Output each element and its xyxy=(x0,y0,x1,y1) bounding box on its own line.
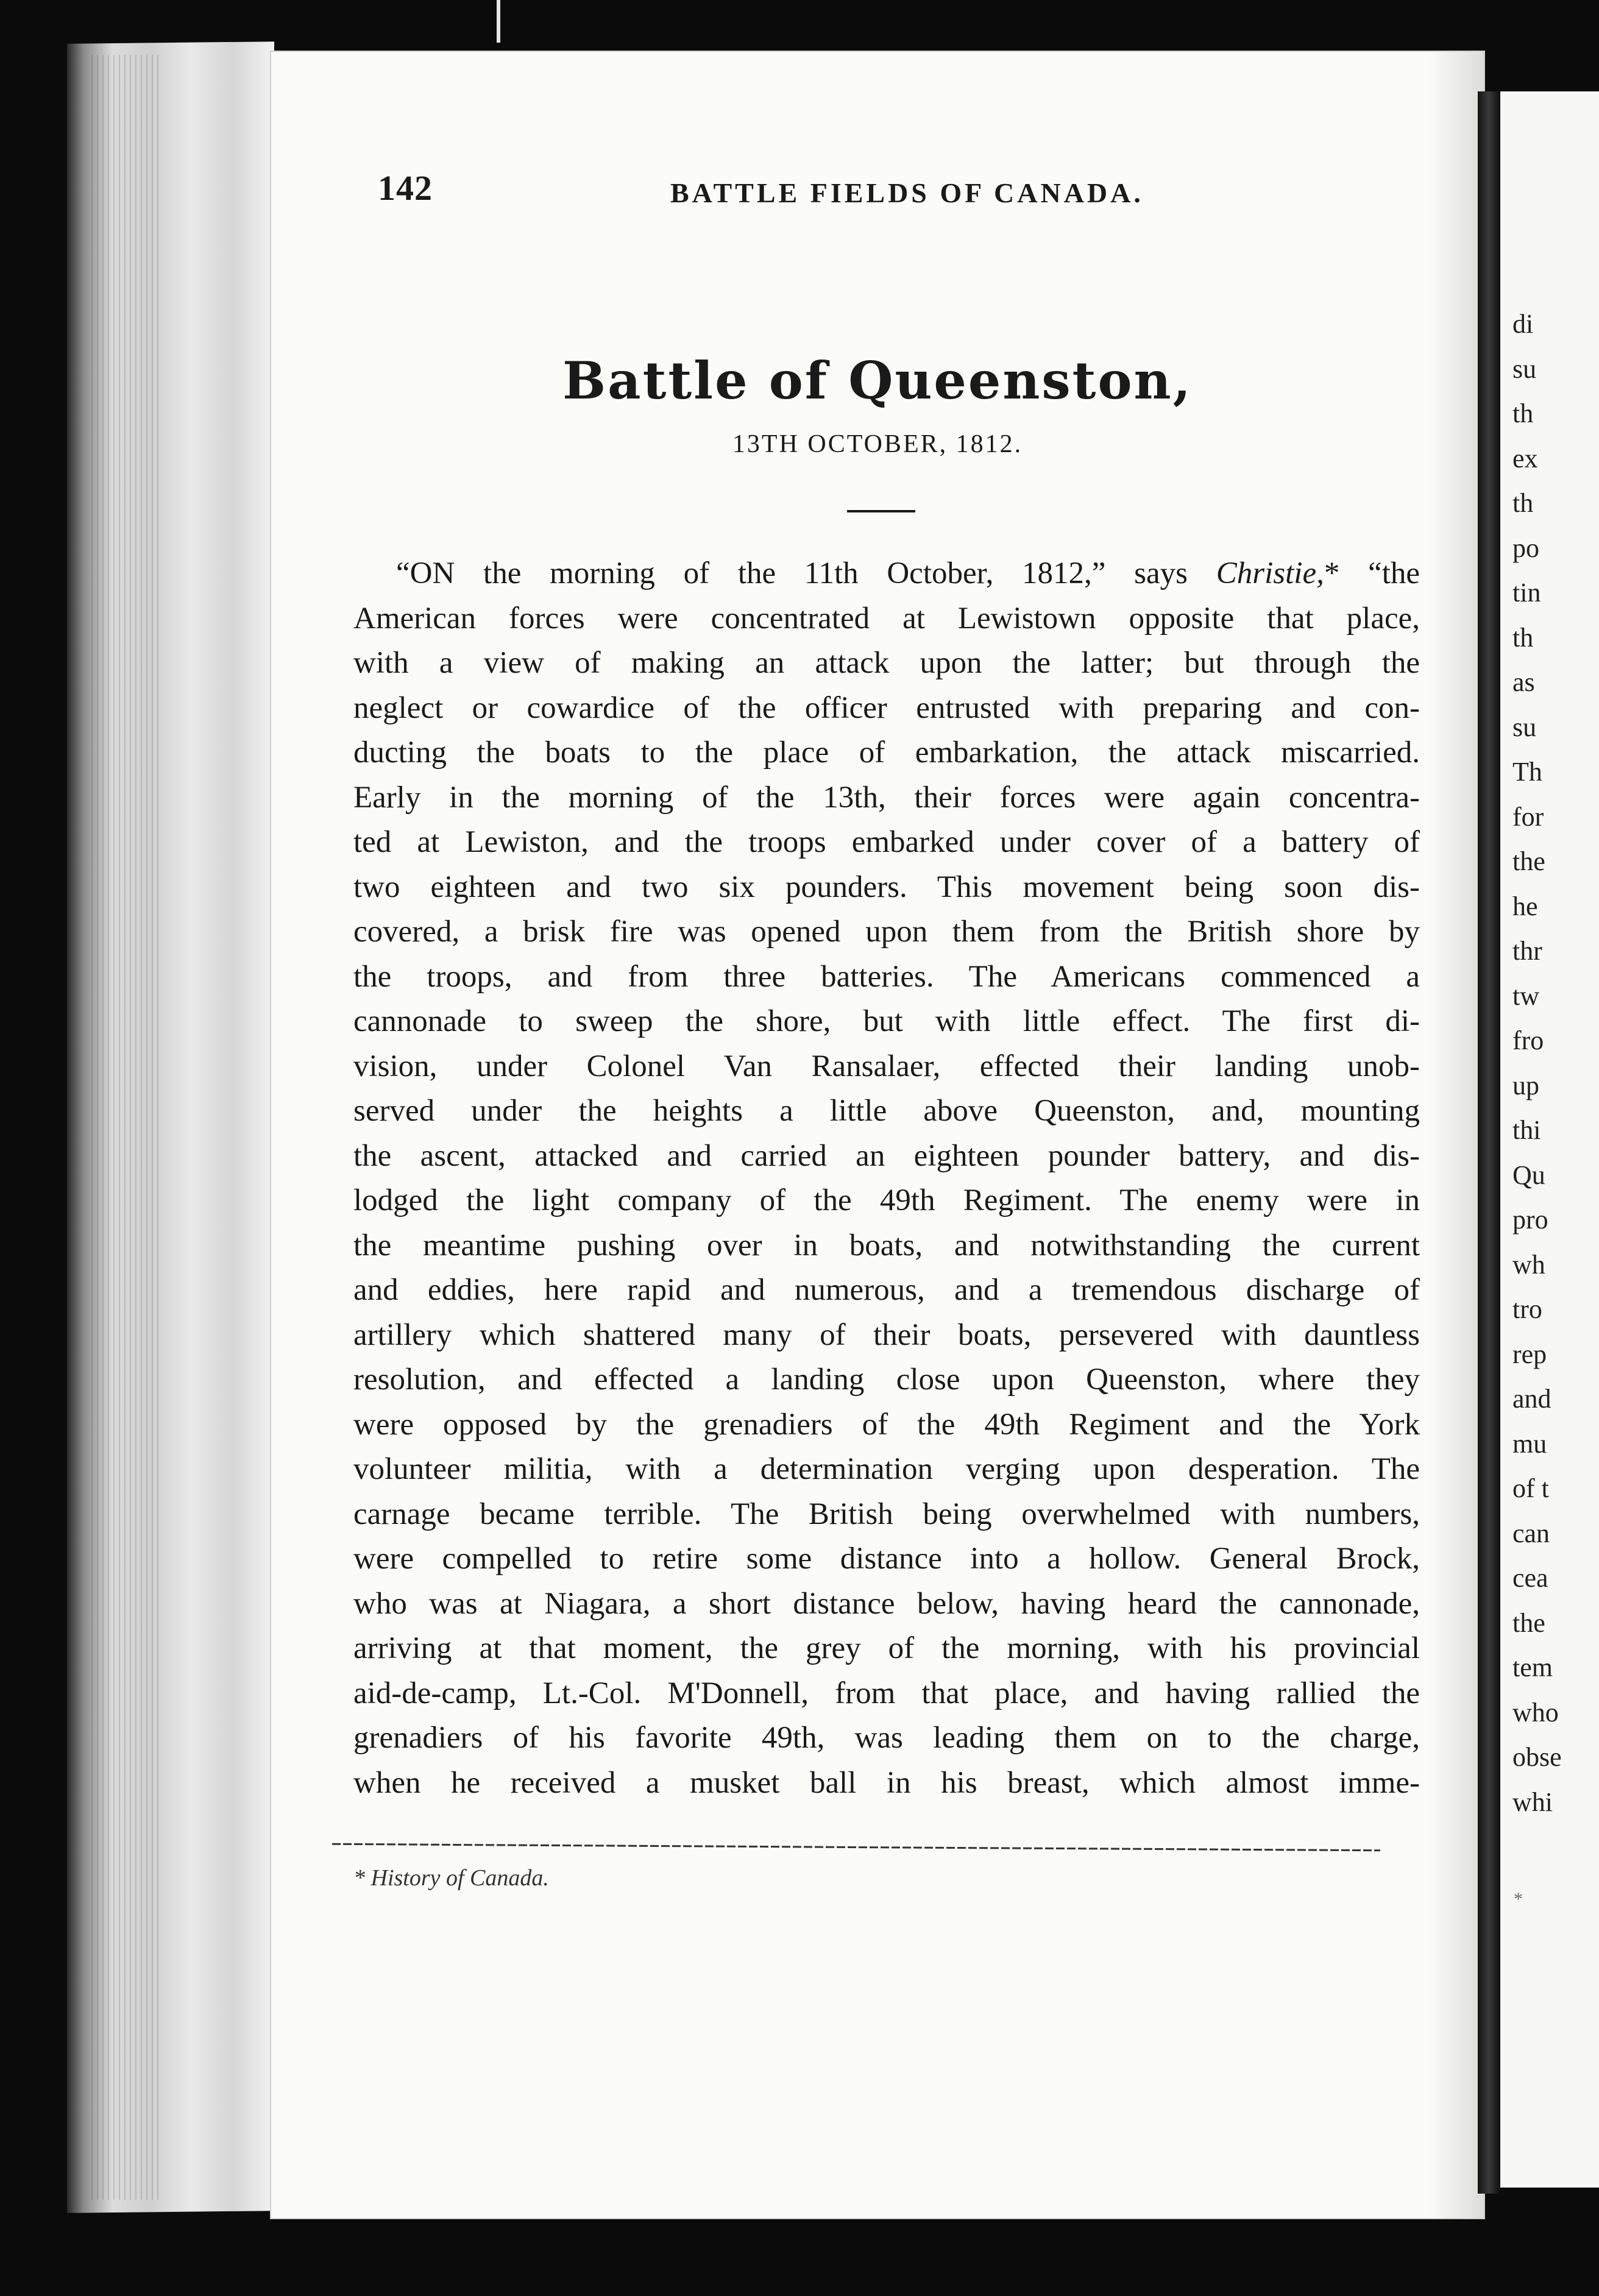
facing-page-line: fro xyxy=(1512,1026,1544,1055)
facing-page-line: th xyxy=(1512,622,1534,653)
book-page xyxy=(271,52,1484,2218)
running-head: BATTLE FIELDS OF CANADA. xyxy=(670,177,1144,208)
body-line: who was at Niagara, a short distance below, having heard the cannonade, xyxy=(353,1586,1420,1621)
body-line: served under the heights a little above Queenston, and, mounting xyxy=(353,1094,1420,1128)
facing-page-line: up xyxy=(1512,1070,1539,1100)
facing-page-line: mu xyxy=(1512,1428,1547,1459)
footnote-rule xyxy=(332,1843,1380,1852)
body-line: the ascent, attacked and carried an eighteen pounder battery, and dis- xyxy=(353,1138,1420,1173)
body-line: volunteer militia, with a determination verging upon desperation. The xyxy=(353,1452,1420,1486)
scan-top-border xyxy=(0,0,1599,37)
facing-page-line: and xyxy=(1512,1384,1551,1414)
body-line: the troops, and from three batteries. The Americans commenced a xyxy=(353,959,1420,994)
facing-page-line: of t xyxy=(1512,1473,1549,1503)
facing-page-line: th xyxy=(1512,488,1534,518)
body-line: arriving at that moment, the grey of the morning, with his provincial xyxy=(353,1631,1420,1665)
chapter-title: Battle of Queenston, xyxy=(562,350,1193,411)
facing-page-line: whi xyxy=(1512,1787,1553,1817)
body-line: aid-de-camp, Lt.-Col. M'Donnell, from that place, and having rallied the xyxy=(353,1676,1420,1710)
body-line: carnage became terrible. The British being overwhelmed with numbers, xyxy=(353,1497,1420,1531)
citation-tail: * “the xyxy=(1324,556,1420,590)
facing-page-line: tem xyxy=(1512,1653,1553,1682)
facing-page-line: as xyxy=(1512,667,1535,697)
facing-page-line: su xyxy=(1512,353,1537,384)
body-line: American forces were concentrated at Lewistown opposite that place, xyxy=(353,601,1420,636)
body-line: Early in the morning of the 13th, their forces were again concentra- xyxy=(353,780,1420,815)
facing-page-line: who xyxy=(1512,1697,1559,1727)
facing-page-line: for xyxy=(1512,801,1544,832)
title-rule xyxy=(847,510,915,512)
body-line: were compelled to retire some distance into a hollow. General Brock, xyxy=(353,1542,1420,1576)
facing-page-line: Th xyxy=(1512,757,1542,787)
facing-page-line: cea xyxy=(1512,1563,1548,1593)
body-line: grenadiers of his favorite 49th, was leading them on to the charge, xyxy=(353,1721,1420,1755)
facing-page xyxy=(1500,91,1599,2188)
body-line-first xyxy=(353,551,1420,597)
chapter-date: 13TH OCTOBER, 1812. xyxy=(732,430,1023,458)
book-page-edge-lines xyxy=(91,55,158,2200)
facing-page-line: th xyxy=(1512,399,1534,428)
body-line: and eddies, here rapid and numerous, and a tremendous discharge of xyxy=(353,1273,1420,1307)
facing-page-line: su xyxy=(1512,712,1537,742)
facing-page-line: po xyxy=(1512,533,1539,563)
body-line: covered, a brisk fire was opened upon them from the British shore by xyxy=(353,915,1420,949)
body-line: vision, under Colonel Van Ransalaer, effected their landing unob- xyxy=(353,1049,1420,1083)
facing-page-line: he xyxy=(1512,891,1538,921)
facing-page-line: pro xyxy=(1512,1205,1548,1235)
facing-page-line: thi xyxy=(1512,1115,1541,1145)
facing-page-line: the xyxy=(1512,1607,1545,1638)
facing-page-line: tro xyxy=(1512,1294,1542,1324)
facing-page-line: rep xyxy=(1512,1339,1547,1369)
facing-page-line: thr xyxy=(1512,936,1542,966)
book-spine xyxy=(1478,91,1500,2194)
body-line: ted at Lewiston, and the troops embarked under cover of a battery of xyxy=(353,825,1420,859)
facing-page-line: di xyxy=(1512,309,1534,339)
body-line: cannonade to sweep the shore, but with little effect. The first di- xyxy=(353,1004,1420,1038)
facing-page-line: wh xyxy=(1512,1249,1545,1280)
facing-page-line: the xyxy=(1512,846,1545,876)
body-line: ducting the boats to the place of embarkation, the attack miscarried. xyxy=(353,735,1420,770)
body-line-first-text: “ON the morning of the 11th October, 1812,” says xyxy=(396,556,1188,590)
body-line: lodged the light company of the 49th Regiment. The enemy were in xyxy=(353,1183,1420,1217)
facing-page-line: tin xyxy=(1512,578,1541,608)
citation-author: Christie, xyxy=(1216,556,1324,590)
facing-page-footnote-mark: * xyxy=(1514,1889,1523,1909)
body-line: the meantime pushing over in boats, and notwithstanding the current xyxy=(353,1228,1420,1263)
body-line: with a view of making an attack upon the latter; but through the xyxy=(353,646,1420,680)
body-line: two eighteen and two six pounders. This movement being soon dis- xyxy=(353,870,1420,904)
facing-page-line: obse xyxy=(1512,1742,1562,1772)
facing-page-line: Qu xyxy=(1512,1160,1545,1190)
scan-mark xyxy=(497,0,500,43)
footnote: * History of Canada. xyxy=(353,1865,549,1891)
facing-page-line: ex xyxy=(1512,443,1538,473)
body-line: when he received a musket ball in his breast, which almost imme- xyxy=(353,1765,1420,1800)
body-line: neglect or cowardice of the officer entrusted with preparing and con- xyxy=(353,690,1420,725)
body-line: were opposed by the grenadiers of the 49th Regiment and the York xyxy=(353,1407,1420,1442)
body-line: artillery which shattered many of their boats, persevered with dauntless xyxy=(353,1317,1420,1352)
body-text xyxy=(353,551,1420,1805)
page-number: 142 xyxy=(378,168,433,208)
facing-page-line: tw xyxy=(1512,980,1539,1011)
body-line: resolution, and effected a landing close upon Queenston, where they xyxy=(353,1362,1420,1397)
facing-page-line: can xyxy=(1512,1518,1550,1548)
